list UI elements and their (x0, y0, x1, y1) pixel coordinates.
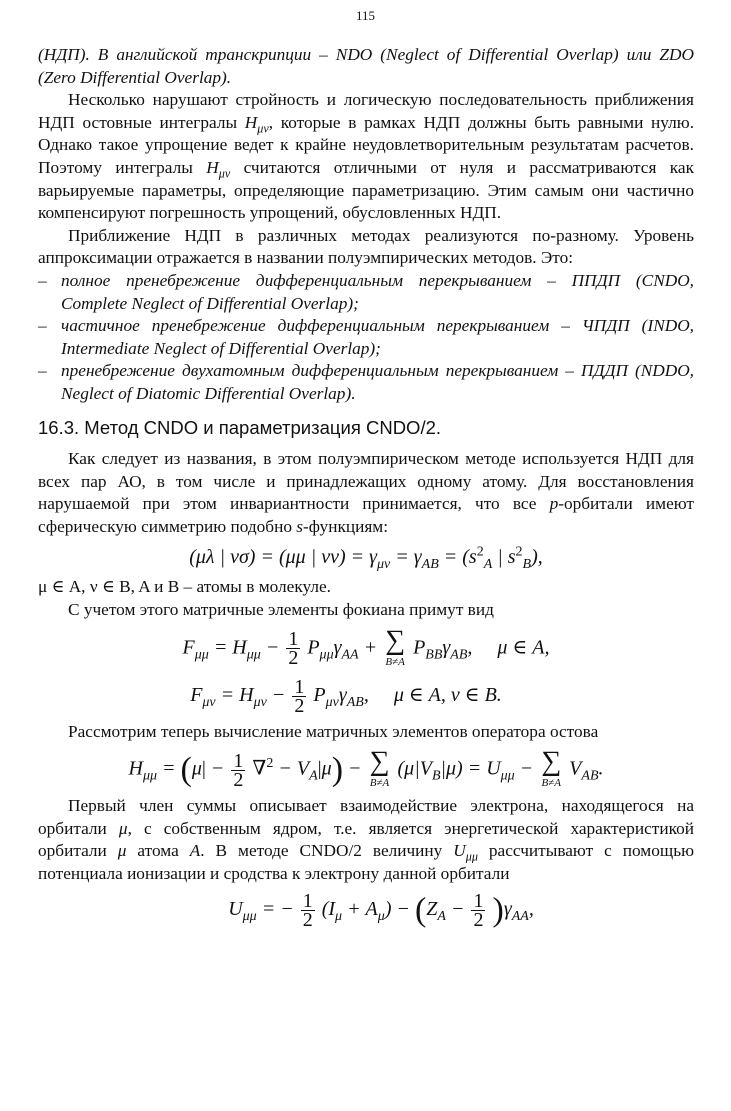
list-item: – полное пренебрежение дифференциальным перекрыванием – ППДП (CNDO, Complete Neglect of Differential Overlap); (38, 270, 694, 313)
paragraph-first-term: Первый член суммы описывает взаимодействие электрона, находящегося на орбитали μ, с собственным ядром, т.е. является энергетической характеристикой орбитали μ атома A. В методе CNDO/2 величину $U_{\mu\mu}$ рассчитывают с помощью потенциала ионизации и сродства к электрону данной орбитали (38, 796, 694, 884)
fraction-half: $\frac{1}{2}$ (473, 889, 484, 931)
paragraph-core-integrals: Несколько нарушают стройность и логическую последовательность приближения НДП остовные интегралы $H_{\mu\nu}$, которые в рамках НДП должны быть равными нулю. Однако такое упрощение ведет к крайне неудовлетворительным результатам расчетов. Поэтому интегралы $H_{\mu\nu}$ считаются отличными от нуля и рассматриваются как варьируемые параметры, определяющие параметризацию. Этим самым они частично компенсируют погрешность упрощений, обусловленных НДП. (38, 90, 695, 223)
paragraph-fock: С учетом этого матричные элементы фокиана примут вид (68, 600, 494, 620)
intro-text: (НДП). В английской транскрипции – NDO (Neglect of Differential Overlap) или ZDO (Zero Differential Overlap). (38, 45, 694, 87)
paragraph-approximation: Приближение НДП в различных методах реализуются по-разному. Уровень аппроксимации отражается в названии полуэмпирических методов. Это: (38, 225, 694, 268)
sum-symbol: ∑ B≠A (369, 746, 390, 790)
equation-f-munu: $F_{\mu\nu} = H_{\mu\nu}$ − $\frac{1}{2}$ $P_{\mu\nu}\gamma_{AB}$, μ ∈ A, ν ∈ B. (190, 675, 502, 717)
paragraph-atoms: μ ∈ A, ν ∈ B, A и B – атомы в молекуле. (38, 577, 331, 597)
fraction-half: $\frac{1}{2}$ (288, 628, 299, 670)
list-item: – пренебрежение двухатомным дифференциальным перекрыванием – ПДДП (NDDO, Neglect of Diatomic Differential Overlap). (38, 361, 694, 403)
paragraph-cndo: Как следует из названия, в этом полуэмпирическом методе используется НДП для всех пар АО, в том числе и принадлежащих одному атому. Для восстановления нарушаемой при этом инвариантности принимается, что все p-орбитали имеют сферическую симметрию подобно s-функциям: (38, 449, 694, 536)
paragraph-core-operator: Рассмотрим теперь вычисление матричных элементов оператора остова (68, 721, 599, 741)
sum-symbol: ∑ B≠A (385, 624, 406, 668)
fraction-half: $\frac{1}{2}$ (233, 749, 244, 791)
equation-gamma: (μλ | νσ) = (μμ | $\nu\nu) = \gamma_{\mu\nu} = \gamma_{AB} = (s^2_A$ | $s^2_B$), (189, 544, 543, 573)
section-heading: 16.3. Метод CNDO и параметризация CNDO/2. (38, 416, 442, 438)
page-number: 115 (355, 8, 376, 23)
fraction-half: $\frac{1}{2}$ (302, 889, 313, 931)
equation-f-mumu: $F_{\mu\mu} = H_{\mu\mu}$ − $\frac{1}{2}$ $P_{\mu\mu}\gamma_{AA}$ + ∑ B≠A $P_{BB}\gamma_{AB}$, μ ∈ A, (182, 624, 550, 670)
page-content (38, 44, 694, 933)
paragraph-intro (38, 44, 694, 89)
list-item: – частичное пренебрежение дифференциальным перекрыванием – ЧПДП (INDO, Intermediate Neglect of Differential Overlap); (38, 316, 694, 358)
sum-symbol: ∑ B≠A (541, 746, 562, 790)
fraction-half: $\frac{1}{2}$ (294, 675, 305, 717)
equation-h-mumu: $H_{\mu\mu} = (\mu|$ − $\frac{1}{2}$ $\nabla^2 - V_A|\mu$) − ∑ B≠A $(\mu|V_B|\mu) = U_{\mu\mu}$ − ∑ B≠A $V_{AB}$. (128, 746, 604, 791)
equation-u-mumu: $U_{\mu\mu}$ = − $\frac{1}{2}$ $(I_\mu + A_\mu) - (Z_A$ − $\frac{1}{2}$ )$\gamma_{AA}$, (228, 889, 534, 931)
